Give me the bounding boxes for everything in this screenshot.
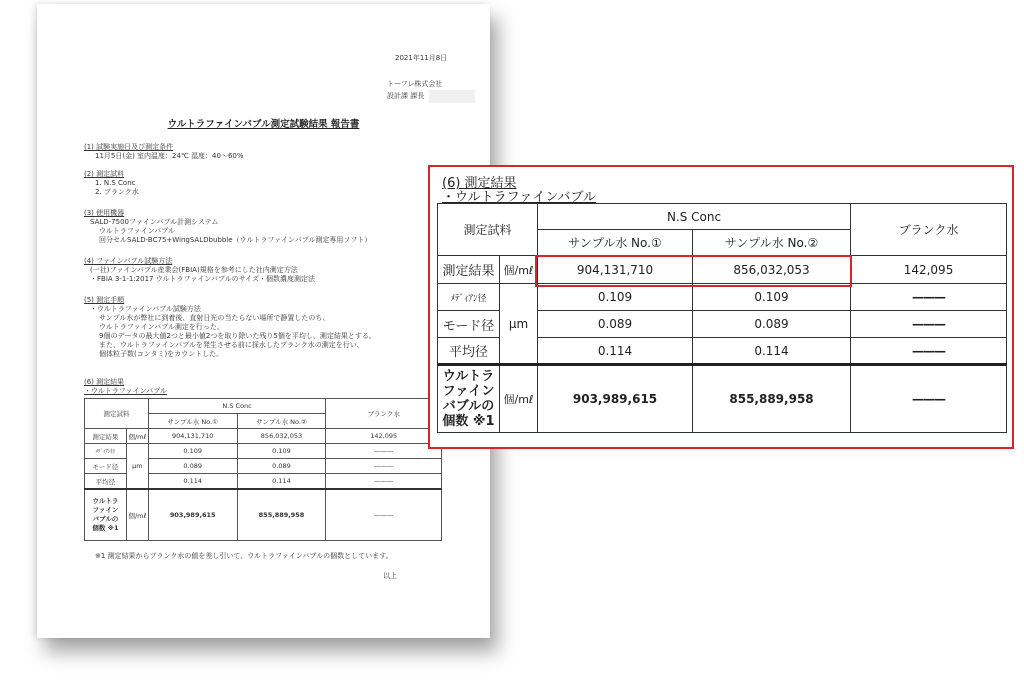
section-line: サンプル水が弊社に到着後、直射日光の当たらない場所で静置したのち、 bbox=[99, 314, 330, 322]
cell-value: 904,131,710 bbox=[538, 256, 693, 284]
section-heading: (2) 測定試料 bbox=[84, 170, 125, 178]
cell-value: ——— bbox=[326, 459, 442, 474]
total-label bbox=[438, 365, 500, 433]
section-line: 2. ブランク水 bbox=[95, 188, 139, 196]
cell-value: 0.089 bbox=[237, 459, 326, 474]
header-sample1: サンプル水 No.① bbox=[148, 414, 237, 429]
cell-value: 904,131,710 bbox=[148, 429, 237, 444]
row-unit: 個/mℓ bbox=[126, 489, 148, 541]
header-group: N.S Conc bbox=[538, 204, 851, 230]
results-heading: (6) 測定結果 bbox=[442, 176, 517, 191]
cell-value: ——— bbox=[851, 311, 1007, 338]
section-line: ・ウルトラファインバブル試験方法 bbox=[90, 305, 201, 313]
row-label: 平均径 bbox=[438, 338, 500, 365]
cell-value: 142,095 bbox=[851, 256, 1007, 284]
total-label-line: ファイン bbox=[442, 384, 495, 399]
section-heading: (6) 測定結果 bbox=[84, 378, 125, 386]
total-label bbox=[85, 489, 127, 541]
company-name: トーフレ株式会社 bbox=[387, 80, 443, 88]
section-line: 11月5日(金) 室内温度：24℃ 湿度：40〜60% bbox=[95, 152, 244, 160]
row-label: 測定結果 bbox=[85, 429, 127, 444]
header-sample1: サンプル水 No.① bbox=[538, 230, 693, 256]
section-heading: (1) 試験実施日及び測定条件 bbox=[84, 143, 174, 151]
cell-value: 0.114 bbox=[538, 338, 693, 365]
row-label: 測定結果 bbox=[438, 256, 500, 284]
header-sample2: サンプル水 No.② bbox=[237, 414, 326, 429]
cell-value: 856,032,053 bbox=[237, 429, 326, 444]
cell-value: 0.109 bbox=[148, 444, 237, 459]
cell-value: ——— bbox=[326, 474, 442, 490]
total-label-line: バブルの bbox=[442, 399, 495, 414]
header-blank: ブランク水 bbox=[851, 204, 1007, 256]
section-line: SALD-7500ファインバブル計測システム bbox=[90, 218, 219, 226]
row-label: ﾒﾃﾞｨｱﾝ径 bbox=[85, 444, 127, 459]
results-subheading: ・ウルトラファインバブル bbox=[442, 190, 596, 205]
cell-value: 856,032,053 bbox=[693, 256, 851, 284]
department-label: 設計課 課長 bbox=[387, 92, 425, 100]
cell-value: 0.114 bbox=[148, 474, 237, 490]
section-line: (一社)ファインバブル産業会(FBIA)規格を参考にした社内測定方法 bbox=[90, 266, 298, 274]
row-label: モード径 bbox=[85, 459, 127, 474]
section-line: また、ウルトラファインバブルを発生させる前に採水したブランク水の測定を行い、 bbox=[99, 341, 364, 349]
total-label-line: ウルトラ bbox=[92, 497, 119, 505]
document-title: ウルトラファインバブル測定試験結果 報告書 bbox=[167, 119, 360, 130]
total-value: 903,989,615 bbox=[148, 489, 237, 541]
results-table bbox=[437, 203, 1007, 433]
section-line: ウルトラファインバブル測定を行った。 bbox=[99, 323, 224, 331]
section-subheading: ・ウルトラファインバブル bbox=[84, 387, 167, 395]
total-value: 903,989,615 bbox=[538, 365, 693, 433]
section-heading: (3) 使用機器 bbox=[84, 209, 125, 217]
total-value: ——— bbox=[326, 489, 442, 541]
footnote: ※1 測定結果からブランク水の値を差し引いて、ウルトラファインバブルの個数としています。 bbox=[95, 552, 393, 560]
header-sample2: サンプル水 No.② bbox=[693, 230, 851, 256]
total-value: 855,889,958 bbox=[693, 365, 851, 433]
cell-value: ——— bbox=[851, 338, 1007, 365]
total-label-line: 個数 ※1 bbox=[442, 414, 495, 429]
total-value: ——— bbox=[851, 365, 1007, 433]
section-line: ・FBIA 3-1-1:2017 ウルトラファインバブルのサイズ・個数濃度測定法 bbox=[90, 275, 316, 283]
header-group: N.S Conc bbox=[148, 399, 326, 414]
cell-value: 0.109 bbox=[693, 284, 851, 311]
highlight-box bbox=[535, 255, 852, 287]
row-label: モード径 bbox=[438, 311, 500, 338]
redacted-name bbox=[429, 90, 475, 103]
row-label: ﾒﾃﾞｨｱﾝ径 bbox=[438, 284, 500, 311]
cell-value: 0.089 bbox=[693, 311, 851, 338]
cell-value: ——— bbox=[326, 444, 442, 459]
cell-value: 142,095 bbox=[326, 429, 442, 444]
section-line: 1. N.S Conc bbox=[95, 179, 136, 187]
section-heading: (4) ファインバブル試験方法 bbox=[84, 257, 173, 265]
header-blank: ブランク水 bbox=[326, 399, 442, 429]
cell-value: 0.114 bbox=[693, 338, 851, 365]
report-page bbox=[37, 4, 490, 638]
cell-value: 0.109 bbox=[538, 284, 693, 311]
row-unit: 個/mℓ bbox=[500, 365, 538, 433]
end-mark: 以上 bbox=[383, 572, 397, 580]
total-label-line: ウルトラ bbox=[442, 369, 495, 384]
results-table-small bbox=[84, 398, 442, 541]
row-unit: μm bbox=[126, 444, 148, 490]
row-unit: 個/mℓ bbox=[500, 256, 538, 284]
section-heading: (5) 測定手順 bbox=[84, 296, 125, 304]
header-sample: 測定試料 bbox=[85, 399, 149, 429]
section-line: 回分セルSALD-BC75+WingSALDbubble（ウルトラファインバブル測定専用ソフト） bbox=[99, 236, 372, 244]
cell-value: 0.109 bbox=[237, 444, 326, 459]
total-label-line: バブルの bbox=[92, 515, 119, 523]
cell-value: 0.089 bbox=[148, 459, 237, 474]
report-date: 2021年11月8日 bbox=[395, 54, 448, 62]
row-unit: 個/mℓ bbox=[126, 429, 148, 444]
total-label-line: 個数 ※1 bbox=[92, 524, 119, 532]
section-line: 9個のデータの最大値2つと最小値2つを取り除いた残り5個を平均し、測定結果とする。 bbox=[99, 332, 376, 340]
zoomed-results-panel bbox=[428, 165, 1014, 449]
cell-value: ——— bbox=[851, 284, 1007, 311]
section-line: 個体粒子数(コンタミ)をカウントした。 bbox=[99, 350, 224, 358]
header-sample: 測定試料 bbox=[438, 204, 538, 256]
section-line: ウルトラファインバブル bbox=[99, 227, 175, 235]
cell-value: 0.114 bbox=[237, 474, 326, 490]
cell-value: 0.089 bbox=[538, 311, 693, 338]
row-label: 平均径 bbox=[85, 474, 127, 490]
row-unit: μm bbox=[500, 284, 538, 365]
total-label-line: ファイン bbox=[92, 506, 119, 514]
total-value: 855,889,958 bbox=[237, 489, 326, 541]
